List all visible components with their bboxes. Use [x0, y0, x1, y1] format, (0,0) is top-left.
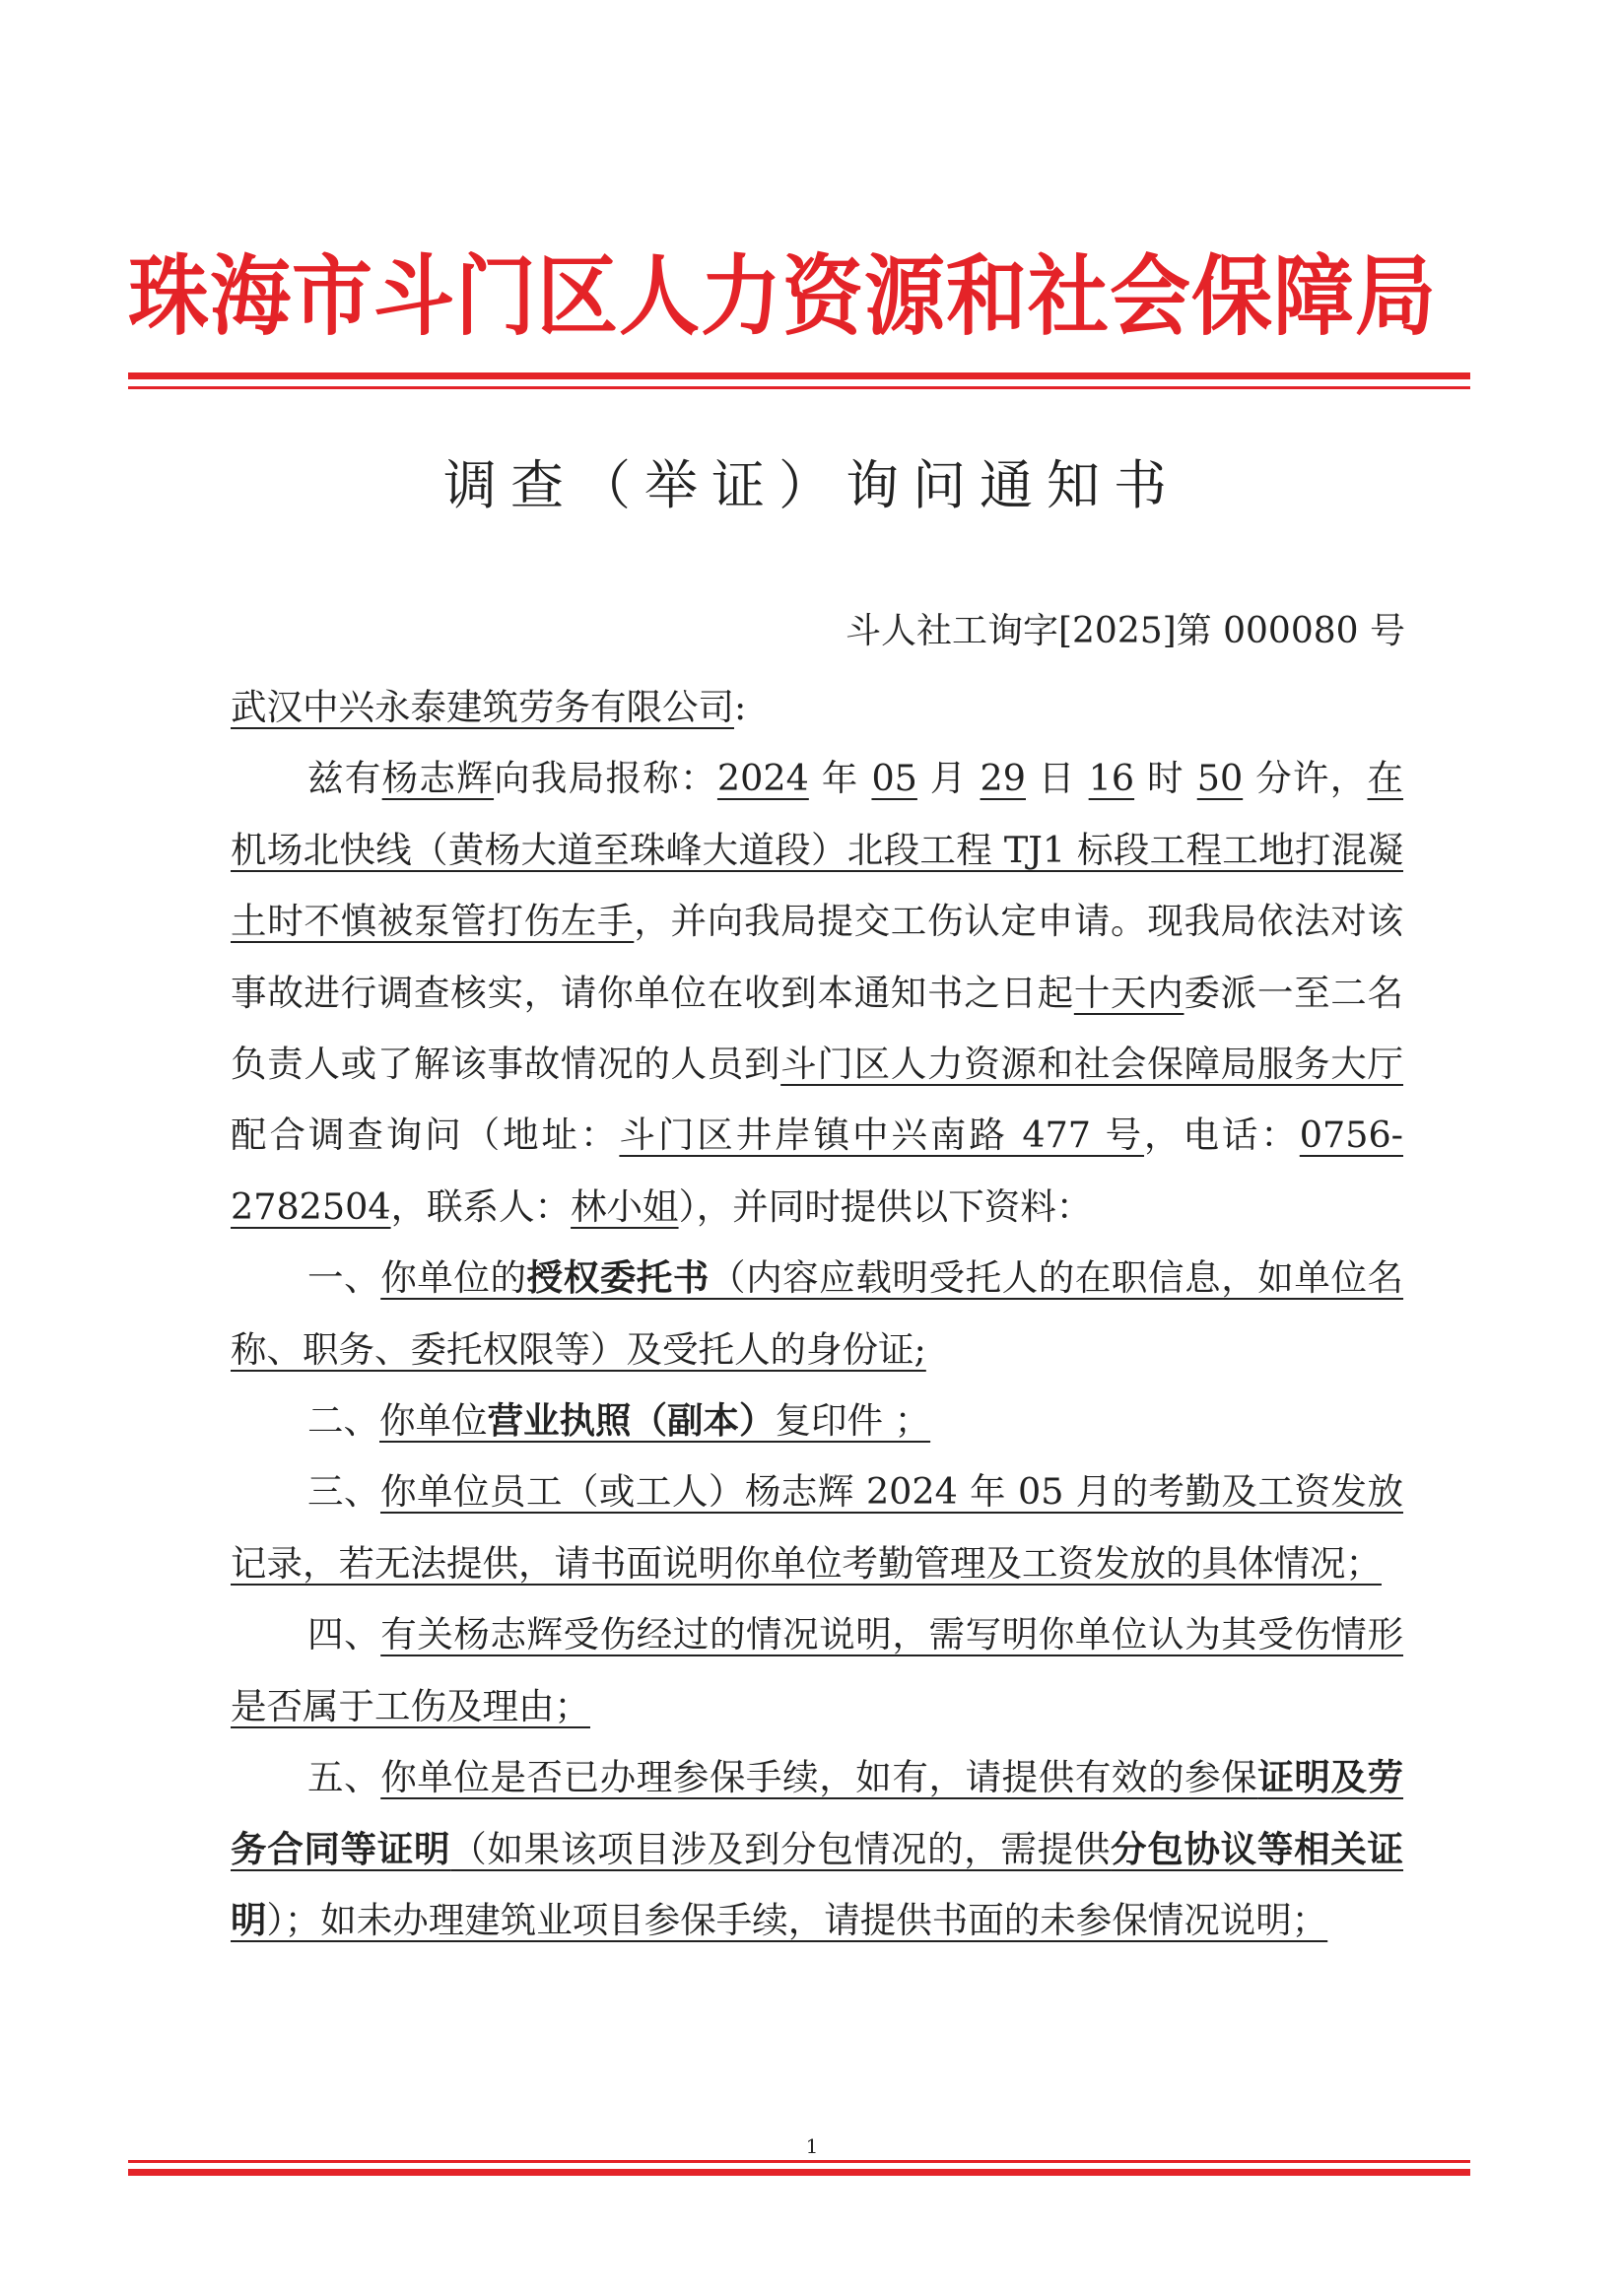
- item-text: 你单位的: [380, 1256, 527, 1300]
- document-title: 调查（举证）询问通知书: [443, 454, 1181, 516]
- addressee-suffix: :: [734, 686, 747, 728]
- incident-description: 在机场北快线（黄杨大道至珠峰大道段）北段工程 TJ1 标段工程工地打混凝土时不慎被泵管打伤左手: [231, 757, 1404, 943]
- intro-text: 时: [1134, 757, 1197, 800]
- item-text: （内容应载明受托人的在职信息，如单位名称、职务、委托权限等）及受托人的身份证;: [231, 1256, 1404, 1371]
- report-minute: 50: [1196, 757, 1244, 800]
- item-text: 你单位: [379, 1399, 488, 1443]
- phone-number: 0756-2782504: [231, 1114, 1404, 1228]
- item-text: 你单位员工（或工人）杨志辉 2024 年 05 月的考勤及工资发放记录，若无法提供，请书面说明你单位考勤管理及工资发放的具体情况；: [231, 1470, 1403, 1585]
- reporter-name: 杨志辉: [381, 757, 495, 800]
- requirement-item-4: [231, 1599, 1403, 1742]
- report-year: 2024: [716, 757, 809, 800]
- intro-text: 年: [808, 757, 872, 800]
- item-text: 有关杨志辉受伤经过的情况说明，需写明你单位认为其受伤情形是否属于工伤及理由；: [231, 1613, 1404, 1727]
- item-text-bold: 营业执照（副本）: [487, 1399, 776, 1443]
- intro-text: 配合调查询问（地址：: [231, 1114, 620, 1157]
- item-text: （如果该项目涉及到分包情况的，需提供: [450, 1827, 1112, 1870]
- report-month: 05: [871, 757, 917, 800]
- intro-text: ），并同时提供以下资料：: [678, 1184, 1093, 1228]
- requirement-item-5: [231, 1742, 1403, 1956]
- item-number: 三、: [307, 1470, 380, 1514]
- notice-body: [231, 672, 1403, 1956]
- intro-text: ，联系人：: [390, 1184, 572, 1228]
- address: 斗门区井岸镇中兴南路 477 号: [619, 1114, 1145, 1157]
- agency-header: 珠海市斗门区人力资源和社会保障局: [128, 245, 1438, 349]
- item-text-bold: 证明及劳务合同等证明: [231, 1756, 1404, 1870]
- intro-text: ，电话：: [1144, 1114, 1300, 1157]
- item-number: 四、: [307, 1613, 381, 1656]
- intro-paragraph: [231, 743, 1403, 1243]
- intro-text: 日: [1026, 757, 1089, 800]
- item-text-bold: 授权委托书: [526, 1256, 710, 1300]
- venue: 斗门区人力资源和社会保障局服务大厅: [780, 1043, 1404, 1086]
- item-number: 二、: [307, 1399, 379, 1443]
- intro-text: 月: [916, 757, 981, 800]
- page-number: 1: [805, 2134, 819, 2158]
- requirement-item-3: [231, 1456, 1403, 1599]
- item-text: ）；如未办理建筑业项目参保手续，请提供书面的未参保情况说明；: [266, 1898, 1328, 1941]
- intro-text: 委派一至二名负责人或了解该事故情况的人员到: [231, 971, 1404, 1086]
- document-number: 斗人社工询字[2025]第 000080 号: [845, 611, 1405, 651]
- contact-person: 林小姐: [571, 1184, 679, 1228]
- intro-text: ，并向我局提交工伤认定申请。现我局依法对该事故进行调查核实，请你单位在收到本通知书之日起: [231, 900, 1404, 1014]
- deadline: 十天内: [1073, 971, 1184, 1014]
- footer-rule-thick: [128, 2169, 1470, 2176]
- item-text: 你单位是否已办理参保手续，如有，请提供有效的参保: [380, 1756, 1258, 1799]
- requirement-item-2: [231, 1385, 1403, 1456]
- item-number: 五、: [307, 1756, 381, 1799]
- intro-text: 兹有: [307, 757, 382, 800]
- item-number: 一、: [307, 1256, 381, 1300]
- requirement-item-1: [231, 1243, 1403, 1385]
- header-rule-thin: [128, 386, 1470, 389]
- addressee-line: [231, 672, 1403, 743]
- report-hour: 16: [1088, 757, 1135, 800]
- item-text: 复印件 ；: [775, 1399, 931, 1443]
- footer-rule-thin: [128, 2160, 1470, 2163]
- report-day: 29: [980, 757, 1026, 800]
- item-text-bold: 分包协议等相关证明: [231, 1827, 1404, 1941]
- addressee: 武汉中兴永泰建筑劳务有限公司: [231, 686, 734, 728]
- intro-text: 向我局报称：: [494, 757, 717, 800]
- intro-text: 分许，: [1243, 757, 1368, 800]
- header-rule-thick: [128, 372, 1470, 379]
